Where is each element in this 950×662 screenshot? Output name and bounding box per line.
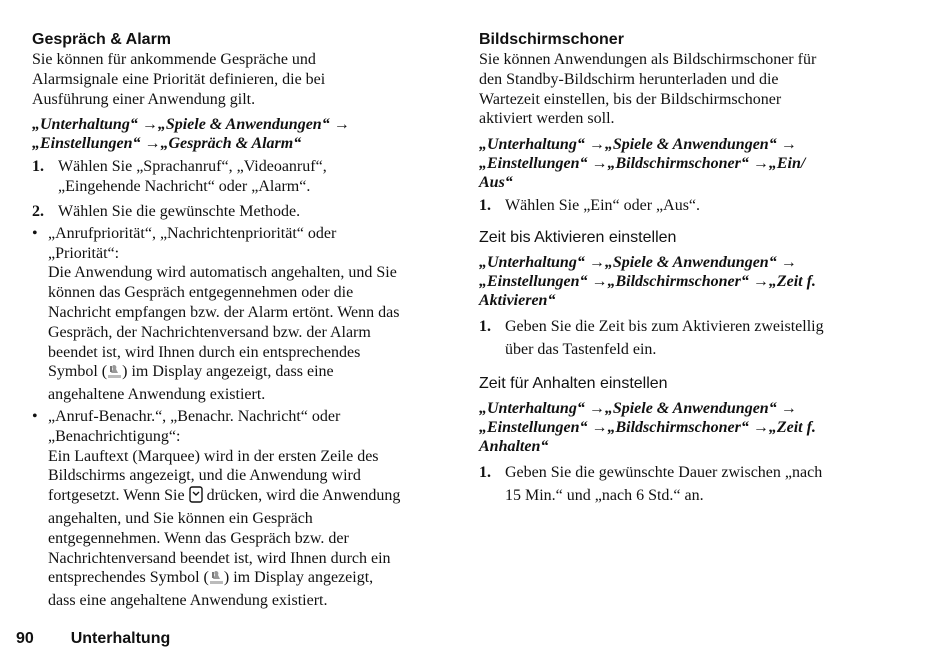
subheading-activation-time: Zeit bis Aktivieren einstellen — [479, 228, 677, 246]
section-title-screensaver: Bildschirmschoner — [479, 31, 624, 48]
footer-section-name: Unterhaltung — [70, 630, 171, 647]
activation-step-1: 1. Geben Sie die Zeit bis zum Aktivieren zweistellig über das Tastenfeld ein. — [479, 317, 824, 358]
step-2: 2. Wählen Sie die gewünschte Methode. — [32, 202, 301, 220]
paused-application-symbol-icon — [107, 363, 122, 385]
bullet-notification: • „Anruf-Benachr.“, „Benachr. Nachricht“ oder „Benachrichtigung“: Ein Lauftext (Marquee) wird in der ersten Zeile des Bildschirms angezeigt, und die Anwendung wird fortgesetzt. Wenn Sie drücken, wird die Anwendung angehalten, und Sie können ein Gespräch entgegennehmen. Wenn das Gespräch bzw. der Nachrichtenversand beendet ist, wird Ihnen durch ein entsprechendes Symbol ( ) im Display angezeigt, dass eine angehaltene Anwendung existiert. — [32, 407, 401, 610]
pause-step-1: 1. Geben Sie die gewünschte Dauer zwischen „nach 15 Min.“ und „nach 6 Std.“ an. — [479, 463, 823, 504]
menu-path-on-off: „Unterhaltung“ →„Spiele & Anwendungen“ → „Einstellungen“ →„Bildschirmschoner“ →„Ein/ Aus“ — [479, 136, 806, 192]
left-column — [32, 30, 442, 611]
subheading-pause-time: Zeit für Anhalten einstellen — [479, 374, 668, 392]
paused-application-symbol-icon — [209, 569, 224, 591]
menu-path-activation: „Unterhaltung“ →„Spiele & Anwendungen“ → „Einstellungen“ →„Bildschirmschoner“ →„Zeit f. Aktivieren“ — [479, 253, 816, 309]
bullet-priority: • „Anrufpriorität“, „Nachrichtenpriorität“ oder „Priorität“: Die Anwendung wird automatisch angehalten, und Sie können das Gespräch entgegennehmen oder die Nachricht empfangen bzw. der Alarm ertönt. Wenn das Gespräch, der Nachrichtenversand bzw. der Alarm beendet ist, wird Ihnen durch ein entsprechendes Symbol ( ) im Display angezeigt, dass eine angehaltene Anwendung existiert. — [32, 224, 400, 404]
page-footer — [16, 630, 170, 648]
menu-path: „Unterhaltung“ →„Spiele & Anwendungen“ → „Einstellungen“ →„Gespräch & Alarm“ — [32, 116, 350, 153]
right-column — [479, 30, 889, 507]
step-1: 1. Wählen Sie „Sprachanruf“, „Videoanruf“, „Eingehende Nachricht“ oder „Alarm“. — [32, 158, 327, 196]
end-call-key-icon — [189, 486, 203, 509]
section-title-conversation-alarm: Gespräch & Alarm — [32, 31, 172, 48]
intro-paragraph: Sie können für ankommende Gespräche und Alarmsignale eine Priorität definieren, die bei Ausführung einer Anwendung gilt. — [32, 51, 326, 108]
menu-path-pause: „Unterhaltung“ →„Spiele & Anwendungen“ → „Einstellungen“ →„Bildschirmschoner“ →„Zeit f. Anhalten“ — [479, 399, 816, 455]
page-number: 90 — [16, 630, 34, 647]
screensaver-intro: Sie können Anwendungen als Bildschirmschoner für den Standby-Bildschirm herunterladen und die Wartezeit einstellen, bis der Bildschirmschoner aktiviert werden soll. — [479, 51, 817, 128]
screensaver-step-1: 1. Wählen Sie „Ein“ oder „Aus“. — [479, 197, 701, 215]
